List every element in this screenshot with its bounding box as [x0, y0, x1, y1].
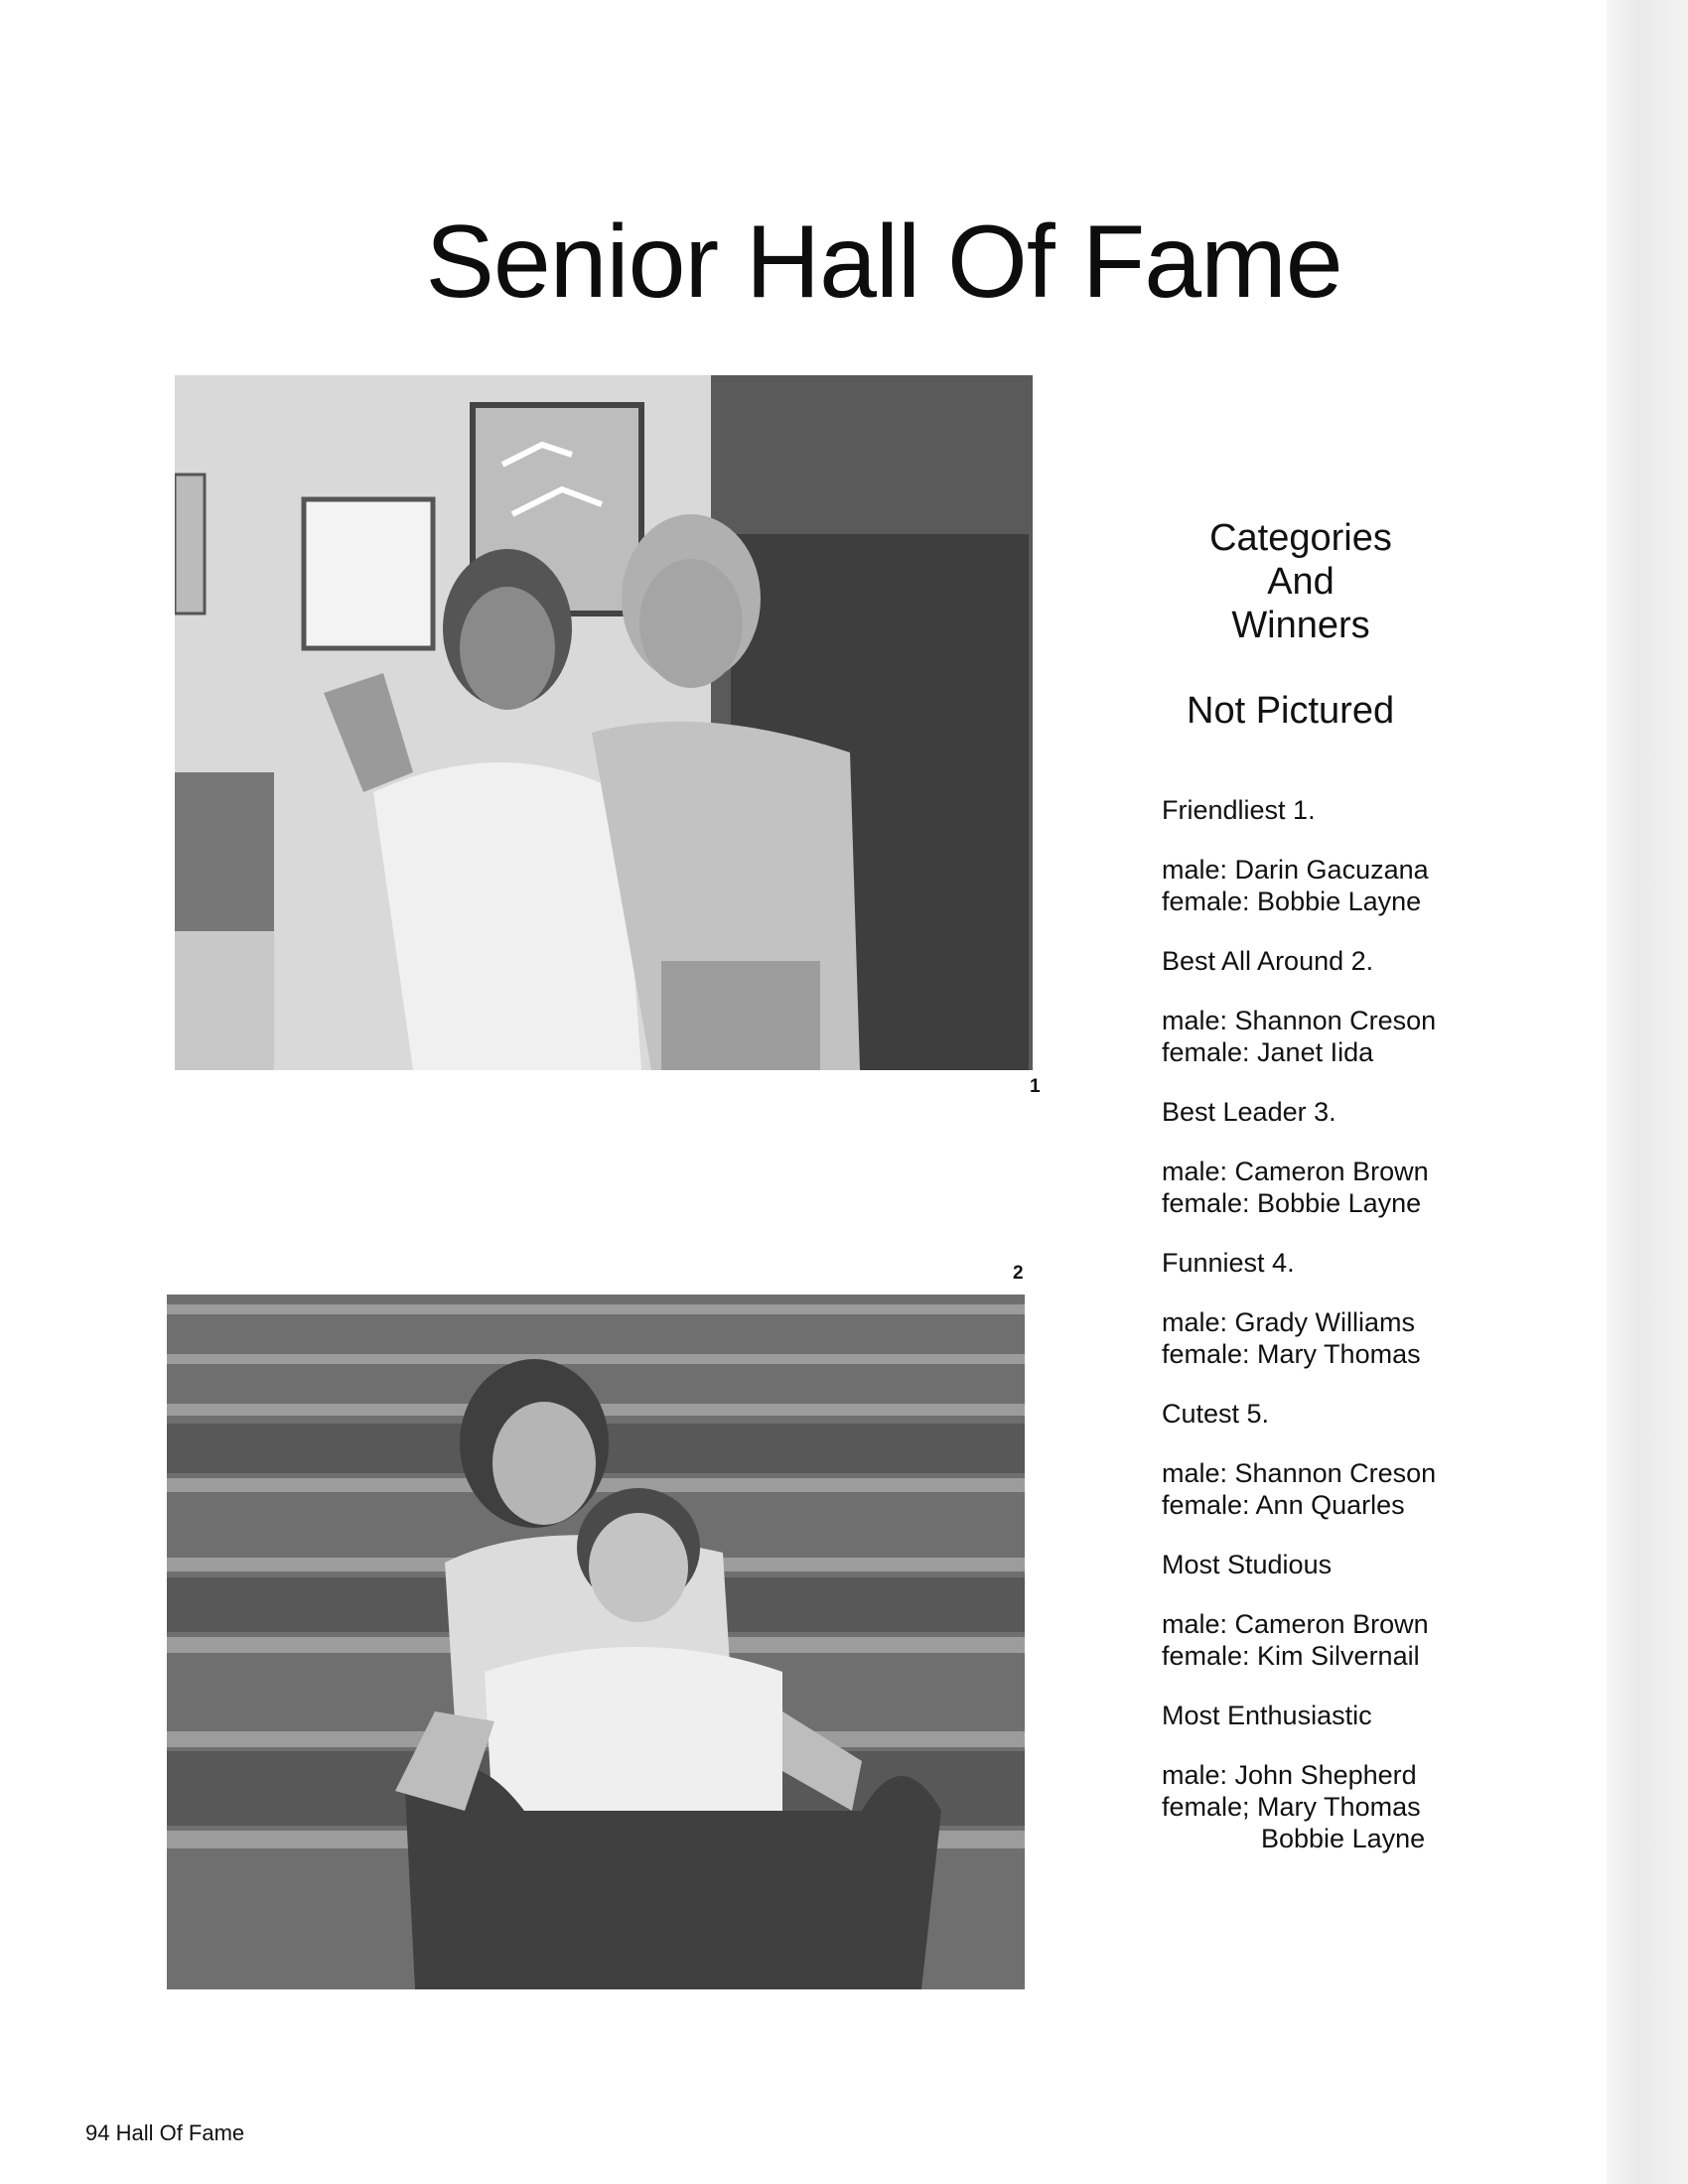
category-name: Best All Around 2. [1162, 946, 1374, 976]
sidebar-heading-line: And [1267, 561, 1335, 603]
photo-1-number: 1 [1030, 1076, 1041, 1097]
female-winner-extra: Bobbie Layne [1261, 1824, 1426, 1853]
female-winner: female: Mary Thomas [1162, 1339, 1421, 1369]
category-list [1162, 794, 1579, 1882]
photo-2-image [167, 1295, 1025, 1989]
category-name: Friendliest 1. [1162, 795, 1316, 825]
male-winner: male: John Shepherd [1162, 1760, 1417, 1790]
female-winner: female: Ann Quarles [1162, 1490, 1405, 1520]
female-winner: female; Mary Thomas [1162, 1792, 1421, 1822]
sidebar-heading-line: Winners [1231, 605, 1370, 646]
male-winner: male: Darin Gacuzana [1162, 855, 1429, 885]
male-winner: male: Shannon Creson [1162, 1006, 1437, 1035]
category-item [1162, 1700, 1579, 1854]
category-item [1162, 1398, 1579, 1521]
page-footer: 94 Hall Of Fame [85, 2120, 245, 2145]
photo-2 [167, 1295, 1025, 1989]
category-name: Best Leader 3. [1162, 1097, 1336, 1127]
male-winner: male: Grady Williams [1162, 1307, 1416, 1337]
category-name: Funniest 4. [1162, 1248, 1295, 1278]
male-winner: male: Cameron Brown [1162, 1157, 1429, 1186]
category-item [1162, 794, 1579, 917]
category-item [1162, 1096, 1579, 1219]
category-name: Cutest 5. [1162, 1399, 1270, 1429]
categories-sidebar [1152, 516, 1579, 647]
page-title: Senior Hall Of Fame [425, 205, 1342, 320]
female-winner: female: Bobbie Layne [1162, 1188, 1422, 1218]
page-edge-shadow [1607, 0, 1688, 2184]
male-winner: male: Cameron Brown [1162, 1609, 1429, 1639]
photo-1-image [175, 375, 1033, 1070]
not-pictured-heading: Not Pictured [1187, 690, 1395, 732]
sidebar-heading [1152, 516, 1450, 647]
category-item [1162, 1549, 1579, 1672]
category-item [1162, 945, 1579, 1068]
female-winner: female: Bobbie Layne [1162, 887, 1422, 916]
category-name: Most Studious [1162, 1550, 1333, 1579]
female-winner: female: Janet Iida [1162, 1037, 1374, 1067]
category-name: Most Enthusiastic [1162, 1701, 1372, 1730]
male-winner: male: Shannon Creson [1162, 1458, 1437, 1488]
category-item [1162, 1247, 1579, 1370]
photo-2-number: 2 [1013, 1263, 1024, 1284]
female-winner: female: Kim Silvernail [1162, 1641, 1420, 1671]
sidebar-heading-line: Categories [1209, 517, 1392, 559]
photo-1 [175, 375, 1033, 1070]
